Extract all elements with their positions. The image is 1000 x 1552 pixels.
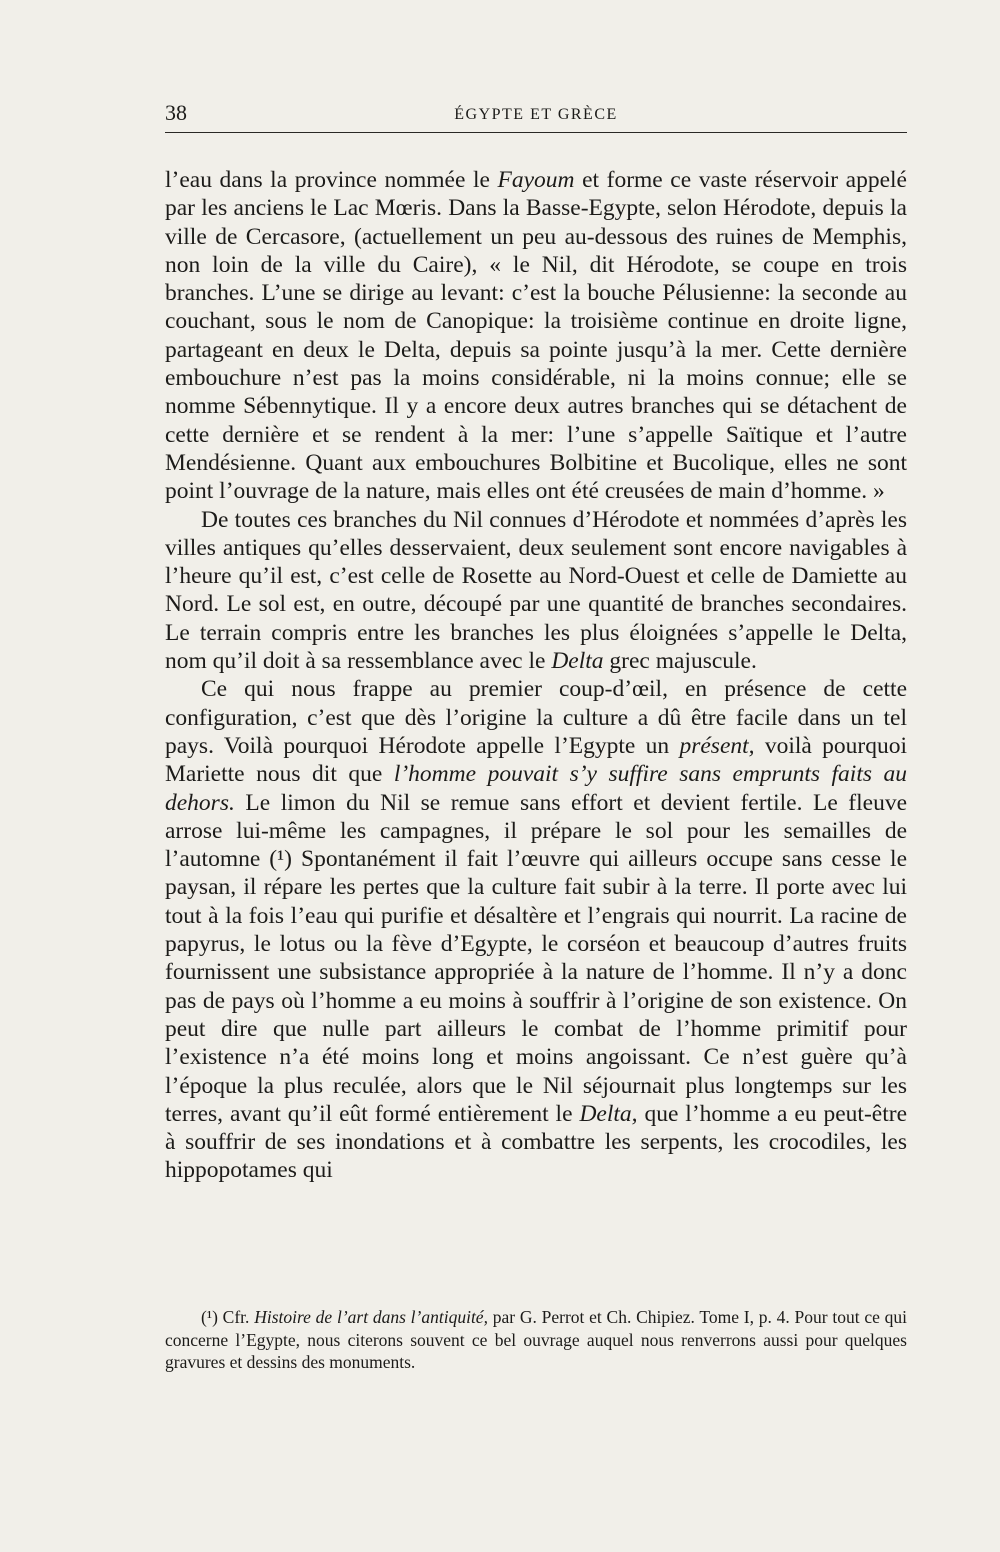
italic-text-run: Delta [551, 648, 604, 675]
italic-text-run: Fayoum [497, 167, 575, 193]
page-number: 38 [165, 100, 187, 125]
italic-text-run: l’homme pouvait s’y suffire sans emprunts faits au dehors. [165, 761, 908, 816]
footnote-1 [165, 1306, 907, 1374]
text-run: De toutes ces branches du Nil connues d’Hérodote et nommées d’après les villes antiques qu’elles desservaient, deux seulement sont encore navigables à l’heure qu’il est, c’est celle de Rosette au Nord-Ouest et celle de Damiette au Nord. Le sol est, en outre, découpé par une quantité de branches secondaires. Le terrain compris entre les branches les plus éloignées s’appelle le Delta, nom qu’il doit à sa ressemblance avec le [165, 506, 907, 675]
footnotes [165, 1306, 907, 1374]
body-text [165, 166, 907, 1185]
text-run: que l’homme a eu peut-être à souffrir de ses inondations et à combattre les serpents, les crocodiles, les hippopotames qui [165, 1100, 907, 1184]
italic-text-run: Histoire de l’art dans l’antiquité, [254, 1307, 488, 1327]
paragraph-3 [165, 675, 907, 1184]
text-run: grec majuscule. [603, 648, 757, 675]
text-run: voilà pourquoi Mariette nous dit que [165, 732, 907, 788]
text-run: (¹) Cfr. [201, 1307, 255, 1327]
text-run: Le limon du Nil se remue sans effort et devient fertile. Le fleuve arrose lui-même les campagnes, il prépare le sol pour les semailles de l’automne (¹) Spontanément il fait l’œuvre qui ailleurs occupe sans cesse le paysan, il répare les pertes que la culture fait subir à la terre. Il porte avec lui tout à la fois l’eau qui purifie et désaltère et l’engrais qui nourrit. La racine de papyrus, le lotus ou la fève d’Egypte, le corséon et beaucoup d’autres fruits fournissent une subsistance appropriée à la nature de l’homme. Il n’y a donc pas de pays où l’homme a eu moins à souffrir à l’origine de son existence. On peut dire que nulle part ailleurs le combat de l’homme primitif pour l’existence n’a été moins long et moins angoissant. Ce n’est guère qu’à l’époque la plus reculée, alors que le Nil séjournait plus longtemps sur les terres, avant qu’il eût formé entièrement le [165, 789, 907, 1127]
page-header [165, 100, 907, 133]
text-run: par G. Perrot et Ch. Chipiez. Tome I, p. 4. Pour tout ce qui concerne l’Egypte, nous citerons souvent ce bel ouvrage auquel nous renverrons aussi pour quelques gravures et dessins des monuments. [165, 1307, 907, 1372]
text-run: l’eau dans la province nommée le [165, 167, 498, 193]
text-run: et forme ce vaste réservoir appelé par les anciens le Lac Mœris. Dans la Basse-Egypte, selon Hérodote, depuis la ville de Cercasore, (actuellement un peu au-dessous des ruines de Memphis, non loin de la ville du Caire), « le Nil, dit Hérodote, se coupe en trois branches. L’une se dirige au levant: c’est la bouche Pélusienne: la seconde au couchant, sous le nom de Canopique: la troisième continue en droite ligne, partageant en deux le Delta, depuis sa pointe jusqu’à la mer. Cette dernière embouchure n’est pas la moins considérable, ni la moins connue; elle se nomme Sébennytique. Il y a encore deux autres branches qui se détachent de cette dernière et se rendent à la mer: l’une s’appelle Saïtique et l’autre Mendésienne. Quant aux embouchures Bolbitine et Bucolique, elles ne sont point l’ouvrage de la nature, mais elles ont été creusées de main d’homme. » [165, 167, 907, 505]
running-title: ÉGYPTE ET GRÈCE [454, 106, 618, 123]
paragraph-1 [165, 166, 907, 506]
italic-text-run: présent, [679, 732, 755, 759]
text-run: Ce qui nous frappe au premier coup-d’œil, en présence de cette configuration, c’est que dès l’origine la culture a dû être facile dans un tel pays. Voilà pourquoi Hérodote appelle l’Egypte un [165, 676, 907, 759]
italic-text-run: Delta, [579, 1100, 638, 1127]
paragraph-2 [165, 506, 907, 676]
